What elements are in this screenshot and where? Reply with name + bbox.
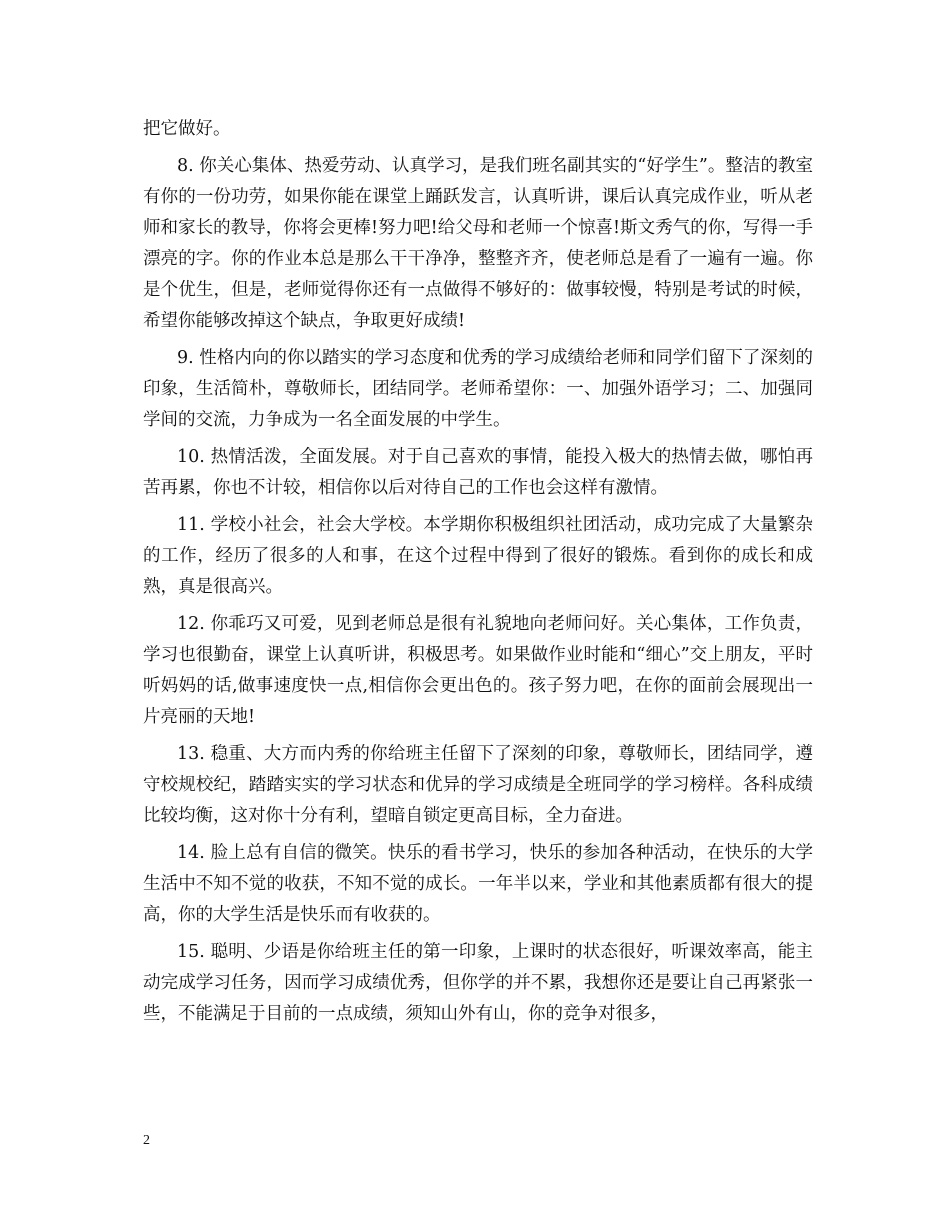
paragraph-continuation: 把它做好。 [143, 119, 231, 139]
paragraph-item-14: 14. 脸上总有自信的微笑。快乐的看书学习，快乐的参加各种活动，在快乐的大学生活中不知不觉的收获，不知不觉的成长。一年半以来，学业和其他素质都有很大的提高，你的大学生活是快乐而有收获的。 [143, 843, 813, 925]
paragraph-item-13: 13. 稳重、大方而内秀的你给班主任留下了深刻的印象，尊敬师长，团结同学，遵守校规校纪，踏踏实实的学习状态和优异的学习成绩是全班同学的学习榜样。各科成绩比较均衡，这对你十分有利，望暗自锁定更高目标，全力奋进。 [143, 744, 813, 826]
paragraph-item-8: 8. 你关心集体、热爱劳动、认真学习，是我们班名副其实的“好学生”。整洁的教室有你的一份功劳，如果你能在课堂上踊跃发言，认真听讲，课后认真完成作业，听从老师和家长的教导，你将会更棒!努力吧!给父母和老师一个惊喜!斯文秀气的你，写得一手漂亮的字。你的作业本总是那么干干净净，整整齐齐，使老师总是看了一遍有一遍。你是个优生，但是，老师觉得你还有一点做得不够好的：做事较慢，特别是考试的时候，希望你能够改掉这个缺点，争取更好成绩! [143, 156, 813, 331]
paragraph-item-11: 11. 学校小社会，社会大学校。本学期你积极组织社团活动，成功完成了大量繁杂的工作，经历了很多的人和事，在这个过程中得到了很好的锻炼。看到你的成长和成熟，真是很高兴。 [143, 515, 813, 597]
paragraph-item-15: 15. 聪明、少语是你给班主任的第一印象，上课时的状态很好，听课效率高，能主动完成学习任务，因而学习成绩优秀，但你学的并不累，我想你还是要让自己再紧张一些，不能满足于目前的一点成绩，须知山外有山，你的竞争对很多， [143, 942, 813, 1024]
document-body [143, 114, 813, 1036]
paragraph-item-10: 10. 热情活泼，全面发展。对于自己喜欢的事情，能投入极大的热情去做，哪怕再苦再累，你也不计较，相信你以后对待自己的工作也会这样有激情。 [143, 447, 813, 498]
paragraph-item-12: 12. 你乖巧又可爱，见到老师总是很有礼貌地向老师问好。关心集体，工作负责，学习也很勤奋，课堂上认真听讲，积极思考。如果做作业时能和“细心”交上朋友，平时听妈妈的话,做事速度快一点,相信你会更出色的。孩子努力吧，在你的面前会展现出一片亮丽的天地! [143, 614, 813, 727]
paragraph-item-9: 9. 性格内向的你以踏实的学习态度和优秀的学习成绩给老师和同学们留下了深刻的印象，生活简朴，尊敬师长，团结同学。老师希望你：一、加强外语学习；二、加强同学间的交流，力争成为一名全面发展的中学生。 [143, 348, 813, 430]
page-number: 2 [143, 1133, 150, 1148]
